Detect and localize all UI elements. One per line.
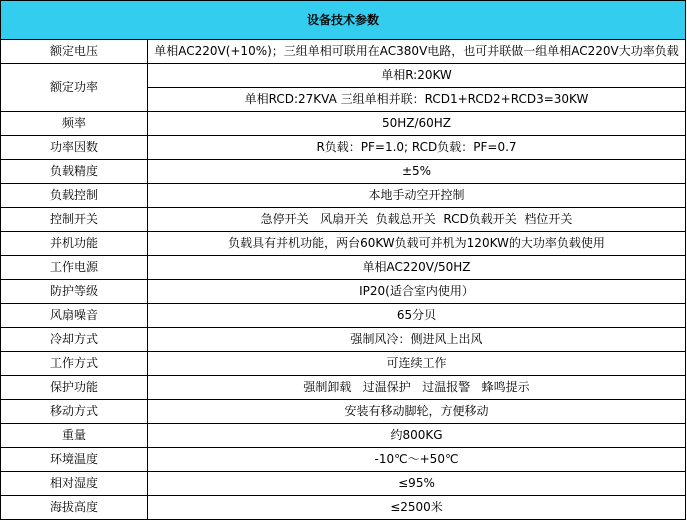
row-value: 65分贝: [148, 303, 686, 327]
table-row: [1, 399, 686, 423]
table-row: [1, 39, 686, 63]
row-label: 风扇噪音: [1, 303, 148, 327]
table-row: [1, 351, 686, 375]
row-label: 移动方式: [1, 399, 148, 423]
table-row: [1, 207, 686, 231]
table-row: [1, 63, 686, 87]
row-value: 强制风冷：侧进风上出风: [148, 327, 686, 351]
row-label: 保护功能: [1, 375, 148, 399]
row-value: 单相R:20KW: [148, 63, 686, 87]
table-row: [1, 231, 686, 255]
table-row: [1, 375, 686, 399]
row-label: 工作电源: [1, 255, 148, 279]
row-label: 负载控制: [1, 183, 148, 207]
row-value: R负载：PF=1.0; RCD负载：PF=0.7: [148, 135, 686, 159]
row-label: 环境温度: [1, 447, 148, 471]
row-label: 重量: [1, 423, 148, 447]
row-label: 冷却方式: [1, 327, 148, 351]
table-row: [1, 495, 686, 519]
table-row: [1, 159, 686, 183]
row-value: 安装有移动脚轮，方便移动: [148, 399, 686, 423]
row-label: 负载精度: [1, 159, 148, 183]
row-value: ≤2500米: [148, 495, 686, 519]
row-value: ±5%: [148, 159, 686, 183]
row-value: ≤95%: [148, 471, 686, 495]
table-row: [1, 303, 686, 327]
row-value: 急停开关 风扇开关 负载总开关 RCD负载开关 档位开关: [148, 207, 686, 231]
table-row: [1, 327, 686, 351]
row-value: 本地手动空开控制: [148, 183, 686, 207]
row-label: 功率因数: [1, 135, 148, 159]
row-label: 频率: [1, 111, 148, 135]
table-title: 设备技术参数: [1, 1, 686, 40]
row-label: 额定电压: [1, 39, 148, 63]
row-value: 单相AC220V(+10%)；三组单相可联用在AC380V电路，也可并联做一组单相AC220V大功率负载: [148, 39, 686, 63]
row-label: 控制开关: [1, 207, 148, 231]
row-label: 并机功能: [1, 231, 148, 255]
row-value: 单相RCD:27KVA 三组单相并联：RCD1+RCD2+RCD3=30KW: [148, 87, 686, 111]
row-value: 强制卸载 过温保护 过温报警 蜂鸣提示: [148, 375, 686, 399]
row-value: -10℃～+50℃: [148, 447, 686, 471]
table-row: [1, 135, 686, 159]
table-row: [1, 423, 686, 447]
row-value: IP20(适合室内使用）: [148, 279, 686, 303]
table-row: [1, 255, 686, 279]
row-label: 相对湿度: [1, 471, 148, 495]
row-label: 额定功率: [1, 63, 148, 111]
table-row: [1, 471, 686, 495]
table-row: [1, 111, 686, 135]
row-value: 50HZ/60HZ: [148, 111, 686, 135]
table-row: [1, 447, 686, 471]
row-value: 约800KG: [148, 423, 686, 447]
table-row: [1, 183, 686, 207]
row-value: 可连续工作: [148, 351, 686, 375]
row-label: 防护等级: [1, 279, 148, 303]
title-row: [1, 1, 686, 40]
row-label: 海拔高度: [1, 495, 148, 519]
table-row: [1, 279, 686, 303]
row-value: 单相AC220V/50HZ: [148, 255, 686, 279]
row-value: 负载具有并机功能，两台60KW负载可并机为120KW的大功率负载使用: [148, 231, 686, 255]
row-label: 工作方式: [1, 351, 148, 375]
